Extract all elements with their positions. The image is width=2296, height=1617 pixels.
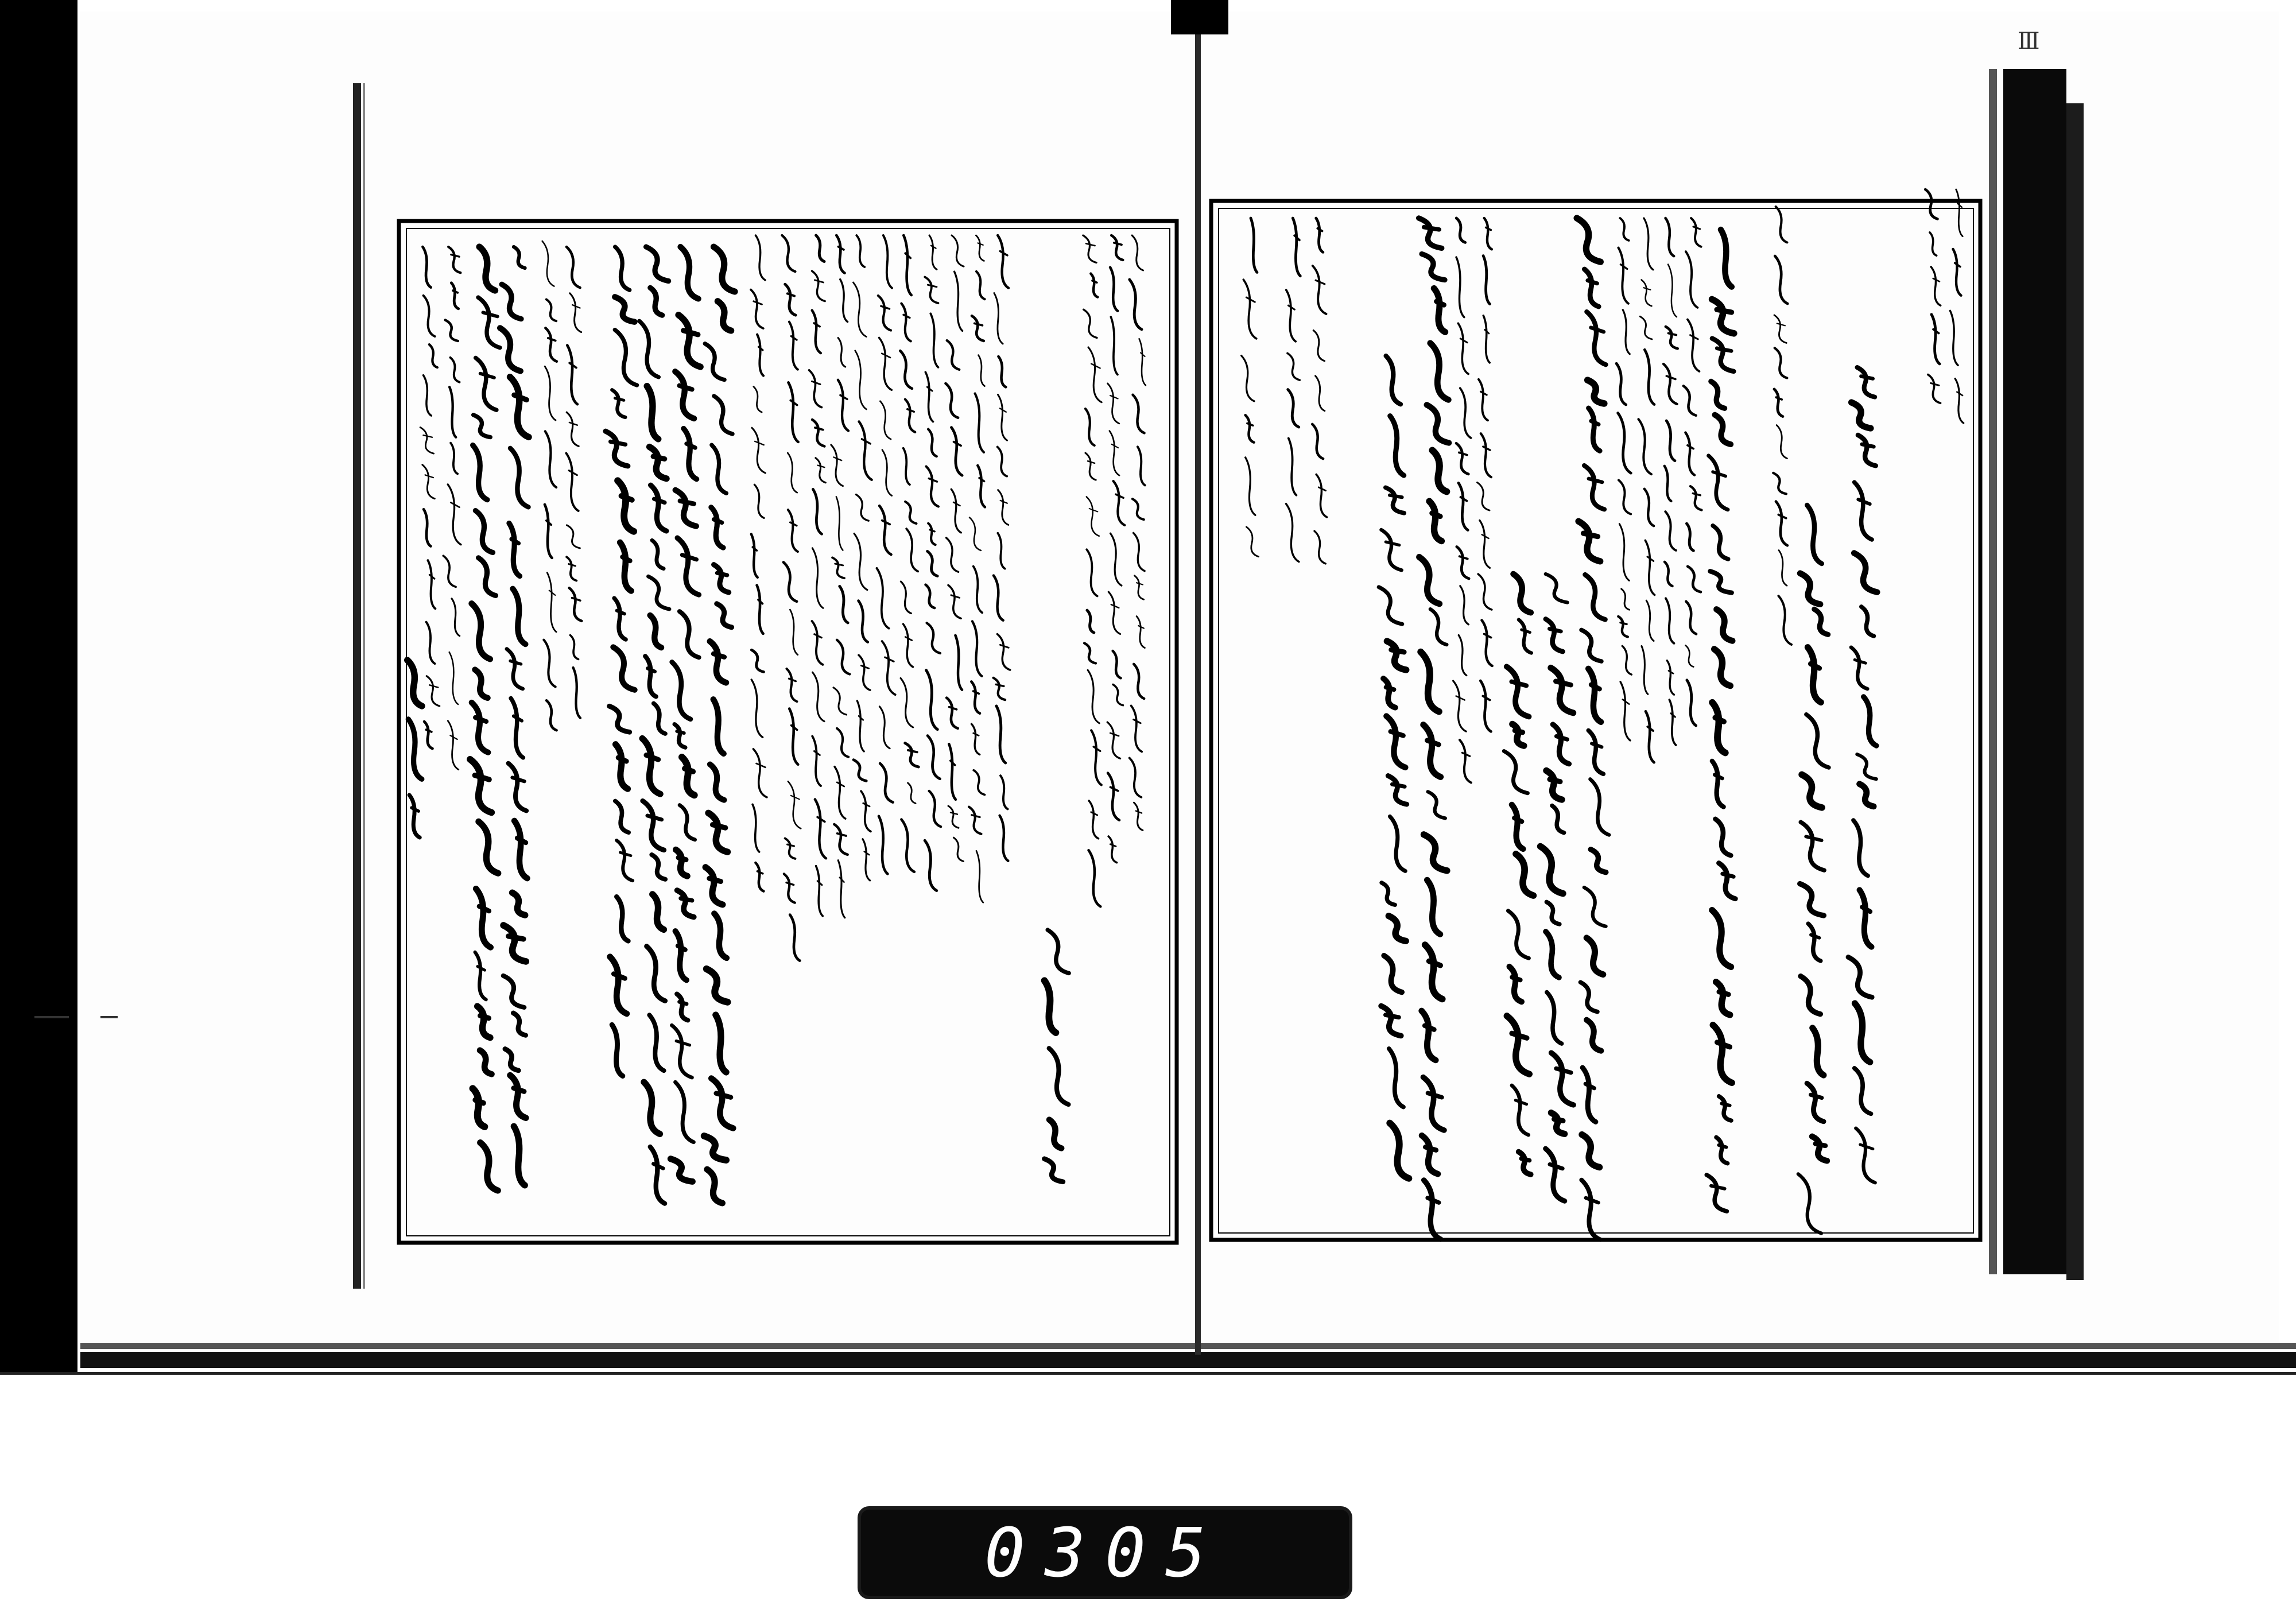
calligraphy-stroke xyxy=(1721,1103,1729,1105)
calligraphy-stroke xyxy=(1424,227,1440,230)
calligraphy-stroke xyxy=(709,878,721,881)
frame-number-tag xyxy=(861,1510,1349,1596)
calligraphy-stroke xyxy=(1550,780,1560,782)
calligraphy-stroke xyxy=(1717,348,1731,351)
calligraphy-stroke xyxy=(1715,718,1724,722)
calligraphy-stroke xyxy=(1861,376,1873,378)
calligraphy-stroke xyxy=(1432,513,1440,517)
calligraphy-stroke xyxy=(714,519,722,523)
calligraphy-stroke xyxy=(1723,874,1733,877)
calligraphy-stroke xyxy=(509,936,523,939)
calligraphy-stroke xyxy=(680,501,694,504)
calligraphy-stroke xyxy=(611,441,626,444)
gutter-line xyxy=(1195,11,1201,1355)
calligraphy-stroke xyxy=(681,898,692,901)
calligraphy-stroke xyxy=(1512,977,1520,980)
calligraphy-stroke xyxy=(514,1088,524,1092)
calligraphy-stroke xyxy=(1719,992,1728,995)
calligraphy-stroke xyxy=(679,1002,687,1004)
calligraphy-stroke xyxy=(618,758,626,761)
calligraphy-stroke xyxy=(1556,681,1570,685)
calligraphy-stroke xyxy=(1717,309,1732,312)
calligraphy-stroke xyxy=(1719,1145,1726,1147)
left-page-paper xyxy=(80,11,1200,1363)
calligraphy-stroke xyxy=(1437,301,1444,305)
calligraphy-stroke xyxy=(713,825,726,828)
calligraphy-stroke xyxy=(685,769,693,771)
calligraphy-stroke xyxy=(1862,444,1874,447)
calligraphy-stroke xyxy=(1392,784,1405,786)
calligraphy-stroke xyxy=(1515,731,1522,732)
calligraphy-stroke xyxy=(1588,281,1597,284)
calligraphy-stroke xyxy=(1554,1119,1563,1121)
calligraphy-stroke xyxy=(713,654,724,657)
frame-number-text: 0305 xyxy=(984,1513,1226,1592)
calligraphy-stroke xyxy=(653,456,665,459)
calligraphy-stroke xyxy=(1521,1158,1529,1160)
calligraphy-stroke xyxy=(677,731,684,733)
left-scan-edge xyxy=(0,0,77,1372)
calligraphy-stroke xyxy=(1386,687,1394,689)
calligraphy-stroke xyxy=(1816,1144,1825,1146)
calligraphy-stroke xyxy=(1549,629,1561,631)
calligraphy-stroke xyxy=(1583,533,1597,537)
calligraphy-stroke xyxy=(1386,1015,1399,1017)
calligraphy-stroke xyxy=(621,496,632,500)
right-page-paper xyxy=(1200,11,2279,1363)
calligraphy-stroke xyxy=(717,573,727,575)
calligraphy-stroke xyxy=(1391,650,1404,652)
calligraphy-stroke xyxy=(480,1015,489,1018)
calligraphy-stroke xyxy=(1514,818,1522,821)
calligraphy-stroke xyxy=(1390,495,1402,498)
svg-text:Ⅲ: Ⅲ xyxy=(2018,28,2040,55)
calligraphy-stroke xyxy=(475,1100,483,1103)
right-fore-edge xyxy=(2003,69,2066,1274)
calligraphy-stroke xyxy=(623,557,630,561)
calligraphy-stroke xyxy=(678,858,686,860)
calligraphy-stroke xyxy=(1425,1147,1436,1150)
